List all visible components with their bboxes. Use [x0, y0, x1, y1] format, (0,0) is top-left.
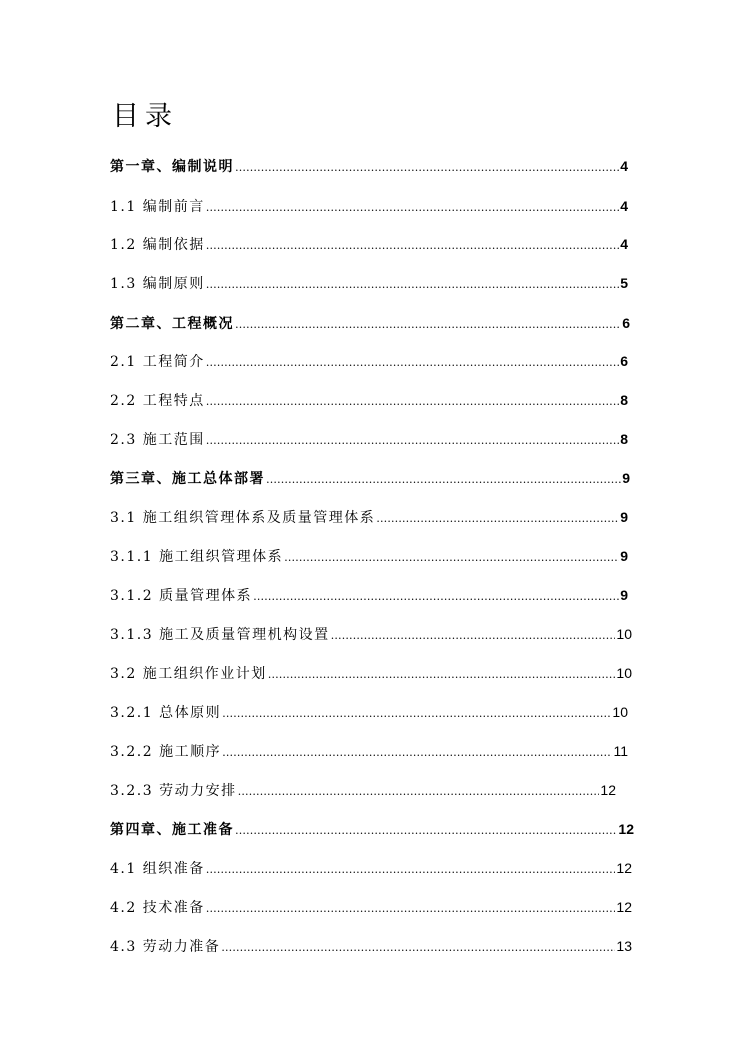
toc-entry-4-1[interactable]	[110, 857, 632, 879]
toc-leader-dots	[253, 585, 619, 607]
toc-entry-label: 3.2.2 施工顺序	[110, 744, 222, 760]
toc-entry-3-2-1[interactable]	[110, 701, 628, 723]
toc-entry-label: 第二章、工程概况	[110, 316, 234, 332]
toc-entry-page: 6	[620, 353, 628, 369]
toc-entry-page: 10	[612, 704, 628, 720]
toc-entry-2-1[interactable]	[110, 350, 628, 372]
toc-entry-3-2[interactable]	[110, 662, 632, 684]
toc-entry-label: 4.3 劳动力准备	[110, 939, 221, 955]
toc-entry-label: 3.1 施工组织管理体系及质量管理体系	[110, 510, 376, 526]
toc-entry-label: 1.3 编制原则	[110, 276, 205, 292]
toc-leader-dots	[376, 507, 619, 529]
toc-entry-label: 2.1 工程简介	[110, 354, 205, 370]
toc-leader-dots	[284, 546, 619, 568]
toc-entry-3-1-1[interactable]	[110, 545, 628, 567]
toc-leader-dots	[206, 429, 619, 451]
toc-leader-dots	[268, 663, 616, 685]
toc-entry-page: 12	[616, 899, 632, 915]
toc-entry-3-1-3[interactable]	[110, 623, 632, 645]
toc-entry-3-1[interactable]	[110, 506, 628, 528]
toc-entry-label: 3.1.1 施工组织管理体系	[110, 549, 284, 565]
toc-leader-dots	[206, 858, 616, 880]
toc-entry-page: 8	[620, 431, 628, 447]
toc-entry-label: 第三章、施工总体部署	[110, 471, 265, 487]
toc-entry-label: 4.2 技术准备	[110, 900, 205, 916]
toc-leader-dots	[238, 780, 600, 802]
toc-title: 目录	[112, 101, 178, 132]
toc-entry-page: 11	[613, 743, 628, 759]
toc-leader-dots	[235, 156, 619, 178]
toc-entry-page: 9	[620, 509, 628, 525]
toc-entry-label: 2.2 工程特点	[110, 393, 205, 409]
toc-entry-3-1-2[interactable]	[110, 584, 628, 606]
toc-entry-page: 5	[620, 275, 628, 291]
toc-entry-2-3[interactable]	[110, 428, 628, 450]
toc-entry-label: 3.2.1 总体原则	[110, 705, 222, 721]
toc-entry-1-3[interactable]	[110, 272, 628, 294]
toc-entry-label: 3.2.3 劳动力安排	[110, 783, 237, 799]
toc-entry-label: 第四章、施工准备	[110, 822, 234, 838]
toc-leader-dots	[222, 702, 611, 724]
toc-entry-2-2[interactable]	[110, 389, 628, 411]
toc-entry-3-2-3[interactable]	[110, 779, 616, 801]
toc-entry-page: 13	[616, 938, 632, 954]
toc-entry-chapter-4[interactable]	[110, 818, 634, 840]
toc-entry-page: 12	[618, 821, 634, 837]
toc-entry-page: 4	[620, 236, 628, 252]
toc-entry-label: 2.3 施工范围	[110, 432, 205, 448]
toc-leader-dots	[206, 390, 619, 412]
toc-entry-label: 1.1 编制前言	[110, 199, 205, 215]
toc-entry-page: 8	[620, 392, 628, 408]
toc-leader-dots	[266, 468, 621, 490]
toc-entry-page: 4	[620, 158, 628, 174]
toc-entry-page: 9	[622, 470, 630, 486]
toc-entry-page: 6	[622, 315, 630, 331]
toc-leader-dots	[222, 741, 612, 763]
toc-leader-dots	[206, 351, 619, 373]
toc-leader-dots	[235, 313, 621, 335]
toc-entry-label: 4.1 组织准备	[110, 861, 205, 877]
toc-entry-1-2[interactable]	[110, 233, 628, 255]
toc-entry-chapter-3[interactable]	[110, 467, 630, 489]
toc-leader-dots	[206, 234, 619, 256]
toc-entry-4-2[interactable]	[110, 896, 632, 918]
toc-entry-page: 10	[616, 665, 632, 681]
toc-entry-label: 第一章、编制说明	[110, 159, 234, 175]
toc-entry-page: 4	[620, 198, 628, 214]
toc-leader-dots	[331, 624, 616, 646]
toc-entry-chapter-1[interactable]	[110, 155, 628, 177]
toc-entry-4-3[interactable]	[110, 935, 632, 957]
toc-entry-label: 1.2 编制依据	[110, 237, 205, 253]
toc-leader-dots	[206, 196, 619, 218]
toc-entry-chapter-2[interactable]	[110, 312, 630, 334]
toc-entry-label: 3.1.3 施工及质量管理机构设置	[110, 627, 330, 643]
toc-entry-page: 9	[620, 548, 628, 564]
toc-leader-dots	[235, 819, 617, 841]
toc-entry-3-2-2[interactable]	[110, 740, 628, 762]
toc-entry-label: 3.2 施工组织作业计划	[110, 666, 267, 682]
toc-entry-1-1[interactable]	[110, 195, 628, 217]
toc-entry-page: 12	[616, 860, 632, 876]
toc-entry-label: 3.1.2 质量管理体系	[110, 588, 253, 604]
toc-leader-dots	[206, 897, 616, 919]
toc-entry-page: 9	[620, 587, 628, 603]
toc-leader-dots	[221, 936, 615, 958]
toc-leader-dots	[206, 273, 619, 295]
toc-entry-page: 12	[600, 782, 616, 798]
toc-entry-page: 10	[616, 626, 632, 642]
